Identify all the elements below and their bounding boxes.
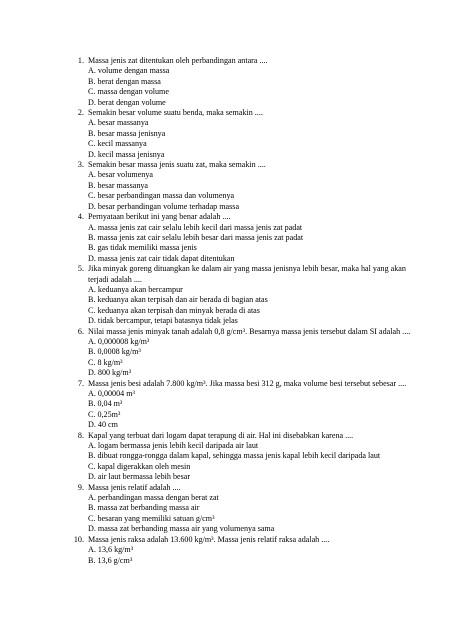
question-number: 6.	[77, 326, 84, 336]
answer-option: B. besar massa jenisnya	[88, 128, 166, 138]
answer-option: C. keduanya akan terpisah dan minyak berada di atas	[88, 305, 260, 315]
answer-options	[88, 170, 454, 212]
answer-option: D. besar perbandingan volume terhadap massa	[88, 201, 240, 211]
answer-option: A. besar massanya	[88, 118, 149, 128]
answer-option: B. berat dengan massa	[88, 76, 161, 86]
question-text: Massa jenis besi adalah 7.800 kg/m³. Jika massa besi 312 g, maka volume besi tersebut sebesar ....	[88, 378, 407, 388]
question-row	[66, 431, 454, 441]
question-text: Massa jenis raksa adalah 13.600 kg/m³. Massa jenis relatif raksa adalah ....	[88, 534, 330, 544]
answer-option: A. keduanya akan bercampur	[88, 284, 183, 294]
answer-option: D. air laut bermassa lebih besar	[88, 472, 191, 482]
question-7	[66, 379, 454, 431]
question-number: 4.	[77, 212, 84, 222]
question-number: 3.	[77, 160, 84, 170]
question-8	[66, 431, 454, 483]
question-2	[66, 108, 454, 160]
answer-option: B. massa zat berbanding massa air	[88, 503, 200, 513]
question-row	[66, 327, 454, 337]
answer-option: C. massa dengan volume	[88, 87, 169, 97]
question-1	[66, 56, 454, 108]
answer-option: C. kecil massanya	[88, 139, 147, 149]
question-row	[66, 379, 454, 389]
question-row	[66, 264, 454, 285]
question-row	[66, 212, 454, 222]
answer-options	[88, 493, 454, 535]
question-row	[66, 108, 454, 118]
answer-options	[88, 545, 454, 566]
question-number: 2.	[77, 108, 84, 118]
answer-option: A. logam bermassa jenis lebih kecil daripada air laut	[88, 441, 259, 451]
answer-options	[88, 285, 454, 327]
question-text: Massa jenis zat ditentukan oleh perbandingan antara ....	[88, 56, 268, 65]
question-row	[66, 56, 454, 66]
answer-option: B. 0,04 m³	[88, 399, 123, 409]
answer-options	[88, 389, 454, 431]
answer-option: B. gas tidak memiliki massa jenis	[88, 243, 197, 253]
answer-options	[88, 337, 454, 379]
answer-options	[88, 223, 454, 265]
answer-option: A. volume dengan massa	[88, 66, 170, 76]
question-text: Jika minyak goreng dituangkan ke dalam air yang massa jenisnya lebih besar, maka hal yang akan terjadi adalah ....	[88, 264, 408, 284]
answer-option: B. 0,0008 kg/m³	[88, 347, 141, 357]
answer-options	[88, 441, 454, 483]
answer-option: C. 8 kg/m³	[88, 357, 123, 367]
answer-option: B. keduanya akan terpisah dan air berada di bagian atas	[88, 295, 268, 305]
question-number: 9.	[77, 482, 84, 492]
question-row	[66, 535, 454, 545]
answer-option: D. 40 cm	[88, 420, 118, 430]
answer-option: D. massa jenis zat cair tidak dapat ditentukan	[88, 253, 235, 263]
question-row	[66, 483, 454, 493]
answer-option: A. massa jenis zat cair selalu lebih kecil dari massa jenis zat padat	[88, 222, 303, 232]
question-number: 1.	[77, 56, 84, 65]
answer-option: B. massa jenis zat cair selalu lebih besar dari massa jenis zat padat	[88, 232, 304, 242]
answer-option: A. 0,00004 m³	[88, 389, 135, 398]
question-number: 8.	[77, 430, 84, 440]
answer-options	[88, 118, 454, 160]
answer-option: A. perbandingan massa dengan berat zat	[88, 493, 219, 503]
answer-option: D. 800 kg/m³	[88, 368, 132, 378]
question-text: Massa jenis relatif adalah ....	[88, 482, 181, 492]
question-3	[66, 160, 454, 212]
question-text: Semakin besar volume suatu benda, maka semakin ....	[88, 108, 263, 118]
answer-option: D. tidak bercampur, tetapi batasnya tidak jelas	[88, 316, 238, 326]
question-number: 5.	[77, 264, 84, 274]
answer-option: B. 13,6 g/cm³	[88, 555, 133, 565]
answer-option: C. besar perbandingan massa dan volumenya	[88, 191, 235, 201]
question-6	[66, 327, 454, 379]
answer-option: C. 0,25m³	[88, 409, 121, 419]
answer-option: D. massa zat berbanding massa air yang volumenya sama	[88, 524, 275, 534]
question-number: 10.	[73, 534, 84, 544]
answer-option: A. besar volumenya	[88, 170, 153, 180]
question-4	[66, 212, 454, 264]
answer-option: A. 0,000008 kg/m³	[88, 336, 150, 346]
answer-option: D. kecil massa jenisnya	[88, 149, 165, 159]
answer-options	[88, 66, 454, 108]
question-text: Nilai massa jenis minyak tanah adalah 0,8 g/cm³. Besarnya massa jenis tersebut dalam SI adalah ....	[88, 326, 411, 336]
answer-option: D. berat dengan volume	[88, 97, 166, 107]
question-text: Semakin besar massa jenis suatu zat, maka semakin ....	[88, 160, 266, 170]
answer-option: B. besar massanya	[88, 180, 149, 190]
answer-option: C. kapal digerakkan oleh mesin	[88, 461, 191, 471]
question-9	[66, 483, 454, 535]
question-text: Kapal yang terbuat dari logam dapat terapung di air. Hal ini disebabkan karena ....	[88, 430, 354, 440]
answer-option: C. besaran yang memiliki satuan g/cm³	[88, 513, 215, 523]
answer-option: B. dibuat rongga-rongga dalam kapal, sehingga massa jenis kapal lebih kecil daripada laut	[88, 451, 381, 461]
question-text: Pernyataan berikut ini yang benar adalah ....	[88, 212, 231, 222]
question-number: 7.	[77, 378, 84, 388]
question-row	[66, 160, 454, 170]
question-5	[66, 264, 454, 326]
question-10	[66, 535, 454, 566]
answer-option: A. 13,6 kg/m³	[88, 545, 134, 555]
